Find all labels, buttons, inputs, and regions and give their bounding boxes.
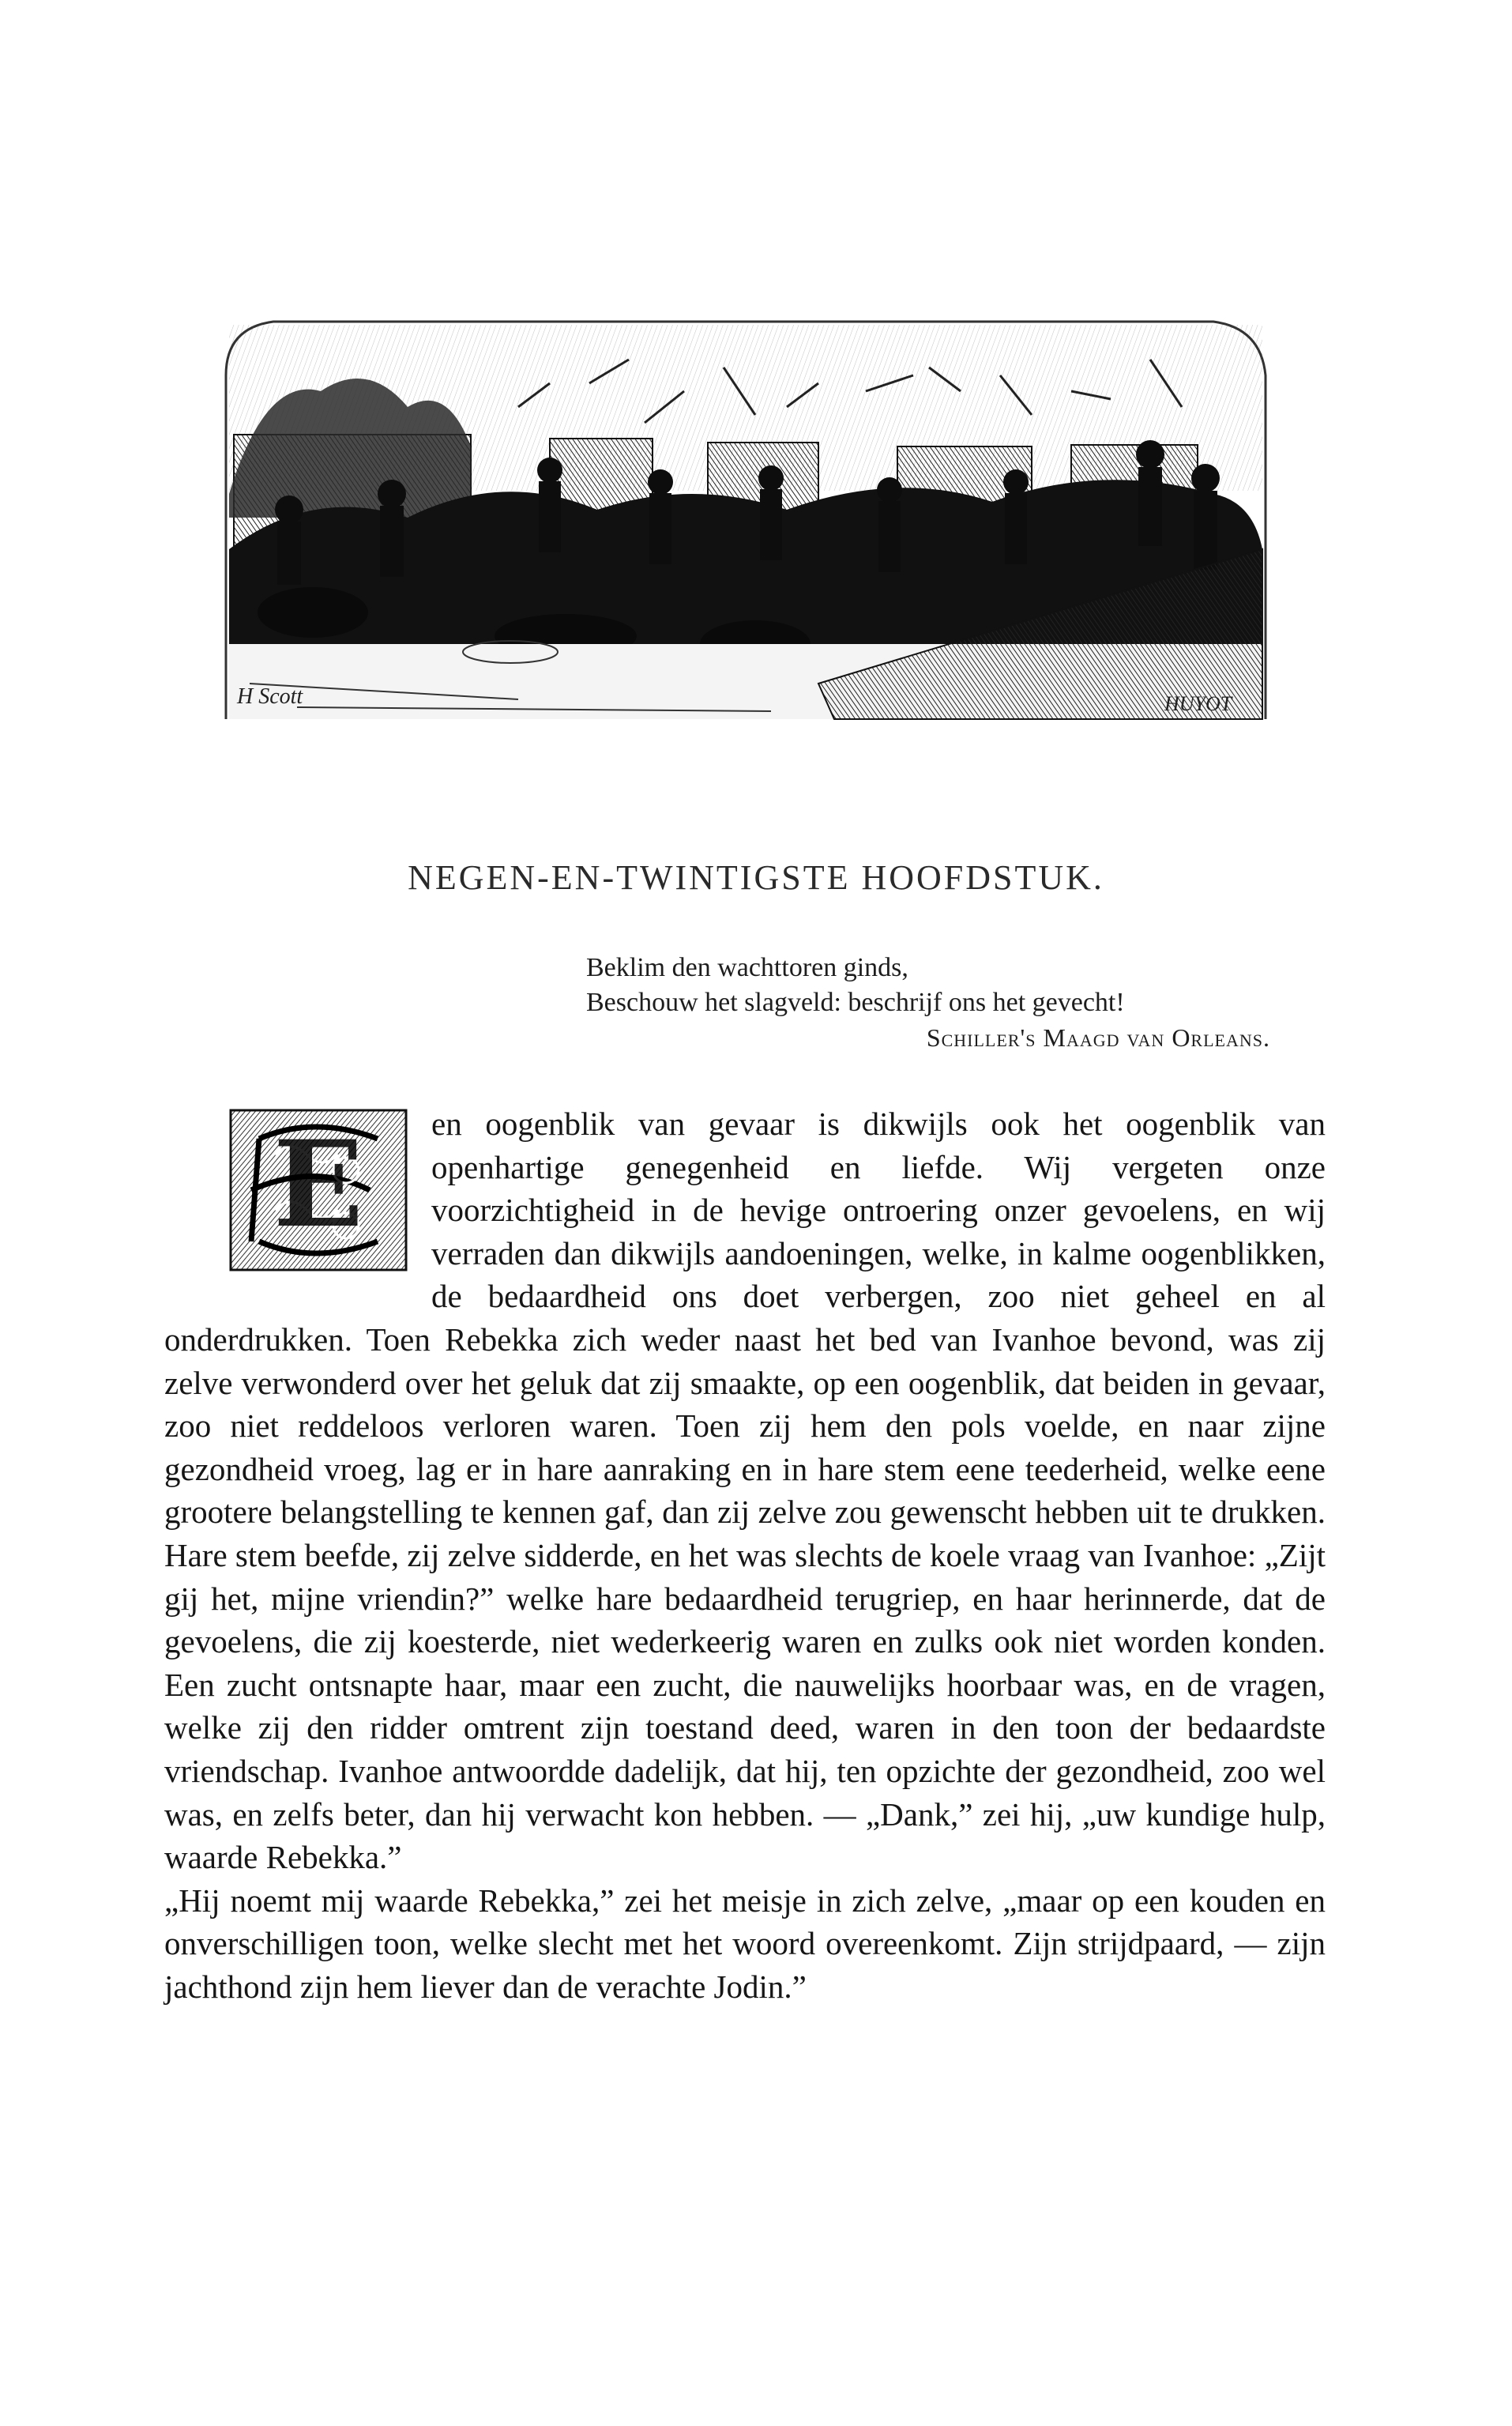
battle-scene-engraving	[218, 312, 1273, 723]
epigraph-line-2: Beschouw het slagveld: beschrijf ons het gevecht!	[586, 988, 1125, 1017]
paragraph-1: en oogenblik van gevaar is dikwijls ook het oogenblik van openhartige genegenheid en liefde. Wij vergeten onze voorzichtigheid in de hevige ontroering onzer gevoelens, en wij verraden dan dikwijls aandoeningen, welke, in kalme oogenblikken, de bedaardheid ons doet verbergen, zoo niet geheel en al onderdrukken. Toen Rebekka zich weder naast het bed van Ivanhoe bevond, was zij zelve verwonderd over het geluk dat zij smaakte, op een oogenblik, dat beiden in gevaar, zoo niet reddeloos verloren waren. Toen zij hem den pols voelde, en naar zijne gezondheid vroeg, lag er in hare aanraking en in hare stem eene teederheid, welke eene grootere belangstelling te kennen gaf, dan zij zelve zou gewenscht hebben uit te drukken. Hare stem beefde, zij zelve sidderde, en het was slechts de koele vraag van Ivanhoe: „Zijt gij het, mijne vriendin?” welke hare bedaardheid terugriep, en haar herinnerde, dat de gevoelens, die zij koesterde, niet wederkeerig waren en zulks ook niet worden konden. Een zucht ontsnapte haar, maar een zucht, die nauwelijks hoorbaar was, en de vragen, welke zij den ridder omtrent zijn toestand deed, waren in den toon der bedaardste vriendschap. Ivanhoe antwoordde dadelijk, dat hij, ten opzichte der gezondheid, zoo wel was, en zelfs beter, dan hij verwacht kon hebben. — „Dank,” zei hij, „uw kundige hulp, waarde Rebekka.”	[164, 1106, 1326, 1876]
svg-text:E: E	[273, 1115, 364, 1254]
ornamental-letter-e-icon	[228, 1107, 409, 1273]
paragraph-2: „Hij noemt mij waarde Rebekka,” zei het meisje in zich zelve, „maar op een kouden en onverschilligen toon, welke slecht met het woord overeenkomt. Zijn strijdpaard, — zijn jachthond zijn hem liever dan de verachte Jodin.”	[164, 1882, 1326, 2005]
epigraph	[586, 951, 1321, 1055]
epigraph-source: Schiller's Maagd van Orleans.	[926, 1023, 1270, 1052]
chapter-body	[164, 1102, 1326, 2008]
chapter-title: NEGEN-EN-TWINTIGSTE HOOFDSTUK.	[408, 858, 1104, 897]
battle-scene-engraving-icon	[218, 312, 1273, 723]
ornamental-drop-cap	[228, 1107, 409, 1273]
epigraph-line-1: Beklim den wachttoren ginds,	[586, 953, 908, 982]
engraver-signature-left: H Scott	[237, 684, 303, 709]
engraver-signature-right: HUYOT	[1164, 692, 1232, 715]
